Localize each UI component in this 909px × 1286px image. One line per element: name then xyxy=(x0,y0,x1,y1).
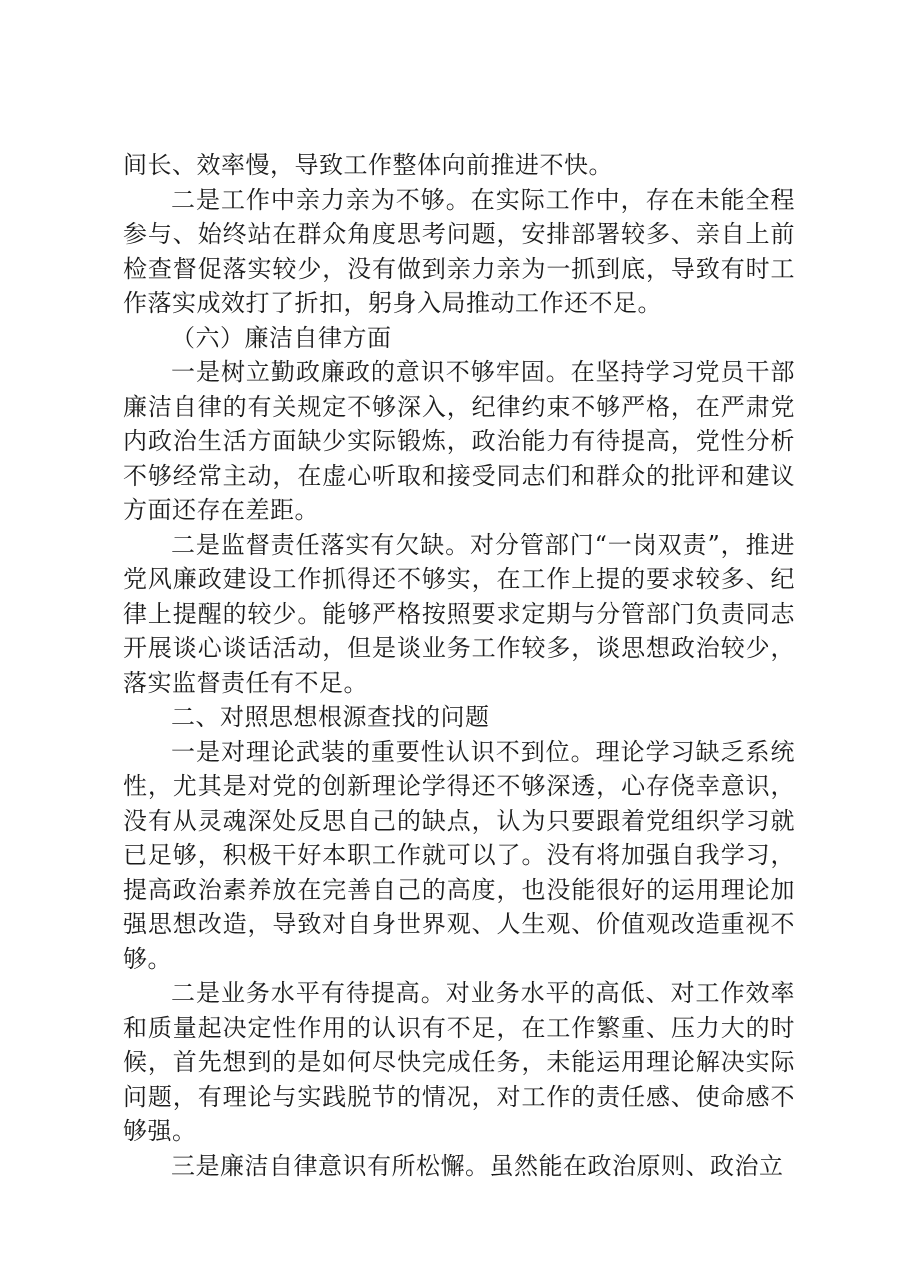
paragraph-self-discipline: 三是廉洁自律意识有所松懈。虽然能在政治原则、政治立 xyxy=(171,1151,784,1180)
section-heading-ideological-roots: 二、对照思想根源查找的问题 xyxy=(171,703,490,731)
paragraph-theory-study: 一是对理论武装的重要性认识不到位。理论学习缺乏系统性，尤其是对党的创新理论学得还不够深透，心存侥幸意识，没有从灵魂深处反思自己的缺点，认为只要跟着党组织学习就已足够，积极干好本职工作就可以了。没有将加强自我学习，提高政治素养放在完善自己的高度，也没能很好的运用理论加强思想改造，导致对自身世界观、人生观、价值观改造重视不够。 xyxy=(123,737,795,973)
paragraph-integrity-awareness: 一是树立勤政廉政的意识不够牢固。在坚持学习党员干部廉洁自律的有关规定不够深入，纪律约束不够严格，在严肃党内政治生活方面缺少实际锻炼，政治能力有待提高，党性分析不够经常主动，在虚心听取和接受同志们和群众的批评和建议方面还存在差距。 xyxy=(123,358,795,524)
document-body xyxy=(123,148,795,1183)
section-heading-integrity: （六）廉洁自律方面 xyxy=(171,323,392,352)
paragraph-business-level: 二是业务水平有待提高。对业务水平的高低、对工作效率和质量起决定性作用的认识有不足，在工作繁重、压力大的时候，首先想到的是如何尽快完成任务，未能运用理论解决实际问题，有理论与实践脱节的情况，对工作的责任感、使命感不够强。 xyxy=(123,979,795,1145)
paragraph-hands-on-work: 二是工作中亲力亲为不够。在实际工作中，存在未能全程参与、始终站在群众角度思考问题，安排部署较多、亲自上前检查督促落实较少，没有做到亲力亲为一抓到底，导致有时工作落实成效打了折扣，躬身入局推动工作还不足。 xyxy=(123,185,795,317)
paragraph-supervision-duty: 二是监督责任落实有欠缺。对分管部门“一岗双责”，推进党风廉政建设工作抓得还不够实，在工作上提的要求较多、纪律上提醒的较少。能够严格按照要求定期与分管部门负责同志开展谈心谈话活动，但是谈业务工作较多，谈思想政治较少，落实监督责任有不足。 xyxy=(123,530,795,697)
paragraph-continuation: 间长、效率慢，导致工作整体向前推进不快。 xyxy=(123,151,613,179)
